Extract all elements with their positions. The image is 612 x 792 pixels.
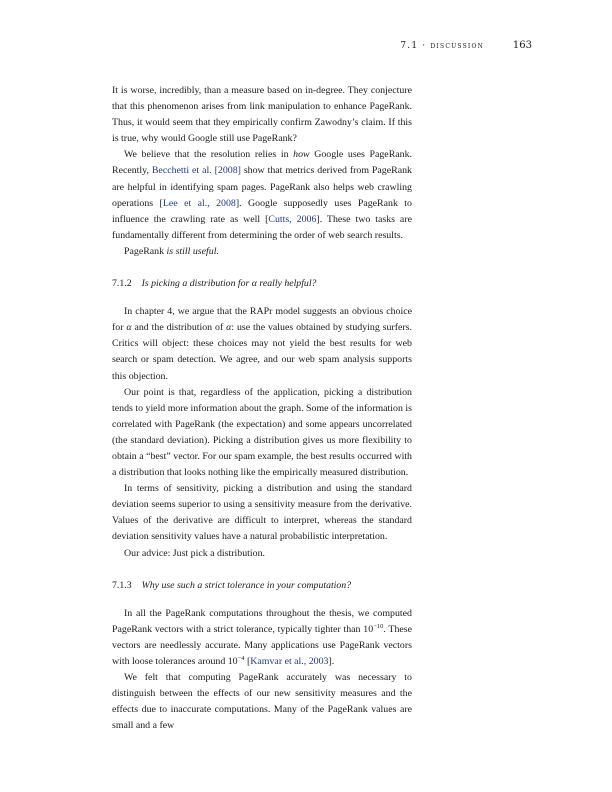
paragraph-text: : use the values obtained by studying surfers. Critics will object: these choices may not yield the best results for web search or spam detection. We agree, and our web spam analysis supports this objection. [112,322,412,382]
paragraph-text: PageRank [124,245,167,257]
paragraph-text: In all the PageRank computations throughout the thesis, we computed PageRank vectors with a strict tolerance, typically tighter than 10 [112,607,412,635]
paragraph-4 [112,304,412,384]
paragraph-text: ]. Google supposedly uses PageRank to influence the crawling rate as well [ [112,197,412,225]
subsection-number: 7.1.3 [112,579,132,591]
emphasis: how [293,149,310,161]
paragraph-text: We believe that the resolution relies in [124,149,294,161]
paragraph-text: Google uses PageRank. Recently, [112,149,413,177]
paragraph-text: show that metrics derived from PageRank are helpful in identifying spam pages. PageRank also helps web crawling operations [ [112,165,412,209]
paragraph-3 [112,244,412,260]
citation-link[interactable]: Kamvar et al., 2003 [250,656,329,667]
paragraph-7 [112,546,412,562]
paragraph-text: Our advice: Just pick a distribution. [124,547,265,559]
paragraph-1 [112,83,412,147]
subsection-heading-7-1-2 [112,276,412,292]
paragraph-text: ]. [328,656,335,667]
paragraph-text: We felt that computing PageRank accurately was necessary to distinguish between the effects of our new sensitivity measures and the effects due to inaccurate computations. Many of the PageRank values are small and a few [112,672,412,732]
paragraph-2 [112,147,412,244]
citation-link[interactable]: Cutts, 2006 [268,213,317,225]
page-number: 163 [512,40,532,51]
math-symbol: α [126,322,132,334]
paragraph-text: ]. These two tasks are fundamentally different from determining the order of web search results. [112,213,412,241]
paragraph-text: [ [244,656,251,667]
running-head [108,40,532,51]
paragraph-text: and the distribution of [131,322,227,334]
subsection-title: Is picking a distribution for α really helpful? [141,278,317,290]
paragraph-9 [112,670,412,734]
exponent: −4 [237,655,245,662]
subsection-heading-7-1-3 [112,578,412,594]
paragraph-6 [112,481,412,545]
paragraph-text: Our point is that, regardless of the application, picking a distribution tends to yield more information about the graph. Some of the information is correlated with PageRank (the expectation) and some appears uncorrelated (the standard deviation). Picking a distribution gives us more flexibility to obtain a “best” vector. For our spam example, the best results occurred with a distribution that looks nothing like the empirically measured distribution. [112,386,412,479]
subsection-title: Why use such a strict tolerance in your computation? [141,579,352,591]
citation-link[interactable]: Lee et al., 2008 [162,197,236,209]
citation-link[interactable]: Becchetti et al. [2008] [151,165,241,177]
body-text [112,83,412,734]
paragraph-8 [112,606,412,670]
paragraph-text: In terms of sensitivity, picking a distribution and using the standard deviation seems superior to using a sensitivity measure from the derivative. Values of the derivative are difficult to interpret, whereas the standard deviation sensitivity values have a natural probabilistic interpretation. [112,483,412,543]
paragraph-text: In chapter 4, we argue that the RAPr model suggests an obvious choice for [112,306,412,334]
paragraph-text: . These vectors are needlessly accurate. Many applications use PageRank vectors with loose tolerances around 10 [112,623,412,667]
subsection-number: 7.1.2 [112,278,132,290]
emphasis: is still useful. [166,245,219,257]
running-head-section: 7.1 · discussion [400,41,485,51]
paragraph-text: It is worse, incredibly, than a measure based on in-degree. They conjecture that this phenomenon arises from link manipulation to enhance PageRank. Thus, it would seem that they empirically confirm Zawodny’s claim. If this is true, why would Google still use PageRank? [112,85,412,145]
exponent: −10 [373,622,384,630]
math-symbol: α [226,322,232,334]
paragraph-5 [112,385,412,482]
